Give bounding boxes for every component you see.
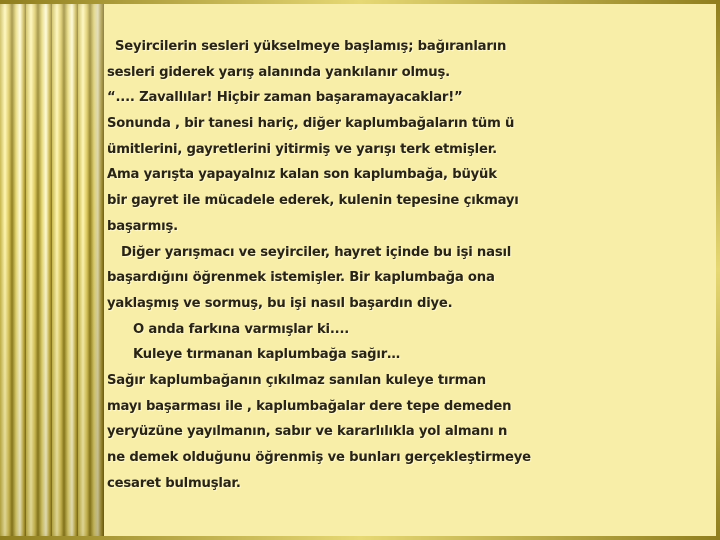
text-line: Sağır kaplumbağanın çıkılmaz sanılan kuleye tırman: [107, 372, 486, 388]
text-line: başarmış.: [107, 218, 178, 234]
text-line: başardığını öğrenmek istemişler. Bir kaplumbağa ona: [107, 270, 495, 286]
decorative-gold-band: [0, 0, 104, 540]
text-line: “.... Zavallılar! Hiçbir zaman başaramayacaklar!”: [107, 90, 463, 106]
text-line: mayı başarması ile , kaplumbağalar dere tepe demeden: [107, 398, 512, 414]
text-line: Sonunda , bir tanesi hariç, diğer kaplumbağaların tüm ü: [107, 116, 515, 132]
text-line: bir gayret ile mücadele ederek, kulenin tepesine çıkmayı: [107, 193, 519, 209]
top-border: [0, 0, 720, 4]
text-line: ümitlerini, gayretlerini yitirmiş ve yarışı terk etmişler.: [107, 141, 497, 157]
text-line: Ama yarışta yapayalnız kalan son kaplumbağa, büyük: [107, 167, 497, 183]
text-line: ne demek olduğunu öğrenmiş ve bunları gerçekleştirmeye: [107, 450, 531, 465]
right-border: [716, 0, 720, 540]
text-line: cesaret bulmuşlar.: [107, 475, 241, 491]
text-line: sesleri giderek yarış alanında yankılanır olmuş.: [107, 64, 450, 80]
bottom-border: [0, 536, 720, 540]
text-line: Seyircilerin sesleri yükselmeye başlamış; bağıranların: [115, 39, 507, 54]
text-line: Diğer yarışmacı ve seyirciler, hayret içinde bu işi nasıl: [121, 244, 512, 260]
text-line: yeryüzüne yayılmanın, sabır ve kararlılıkla yol almanı n: [107, 424, 508, 440]
text-line: yaklaşmış ve sormuş, bu işi nasıl başardın diye.: [107, 295, 453, 311]
story-text: [107, 34, 707, 496]
text-line: Kuleye tırmanan kaplumbağa sağır…: [133, 347, 401, 363]
text-line: O anda farkına varmışlar ki....: [133, 321, 350, 337]
